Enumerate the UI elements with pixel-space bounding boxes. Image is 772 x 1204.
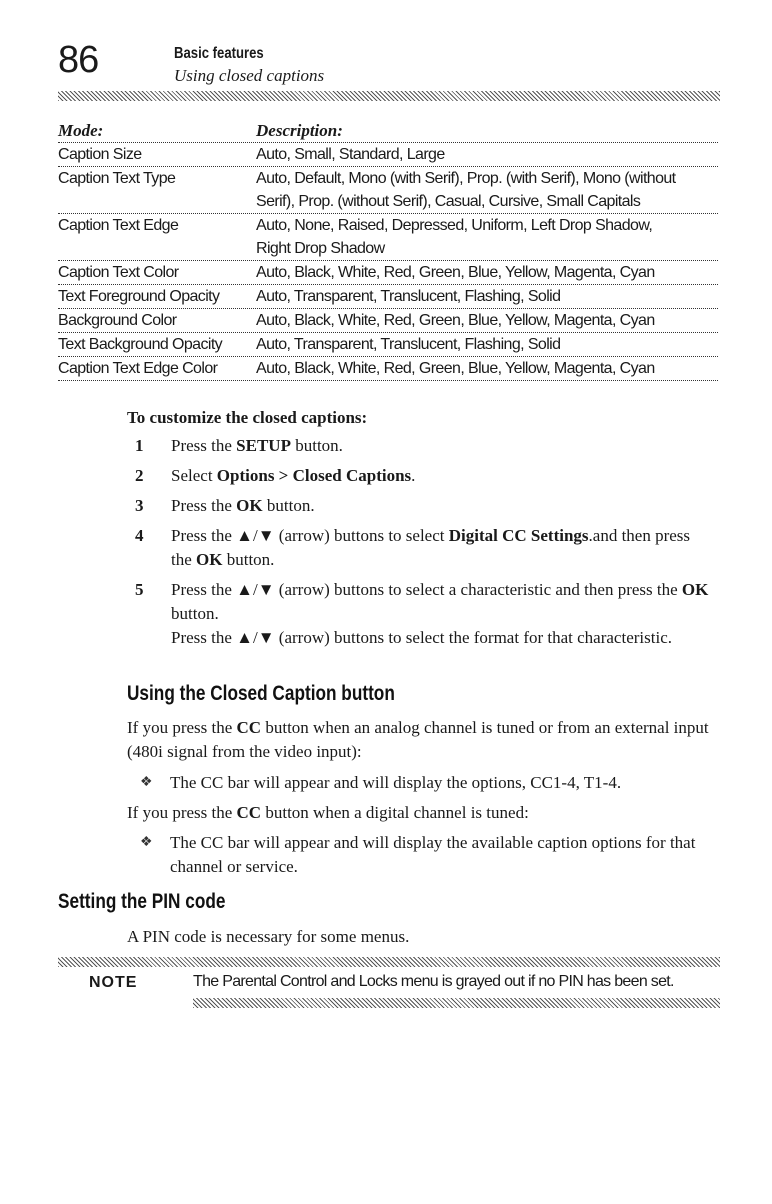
step-item: [135, 464, 715, 488]
description-line: Auto, Default, Mono (with Serif), Prop. (with Serif), Mono (without: [256, 170, 676, 187]
bullet-diamond-icon: ❖: [140, 835, 153, 850]
table-row: [58, 309, 718, 333]
step-number: 4: [135, 526, 144, 545]
pin-paragraph: A PIN code is necessary for some menus.: [127, 927, 410, 946]
step-item: [135, 494, 715, 518]
table-row: [58, 261, 718, 285]
note-text: The Parental Control and Locks menu is grayed out if no PIN has been set.: [193, 973, 674, 990]
mode-cell: Caption Text Type: [58, 170, 176, 187]
description-line: Auto, Black, White, Red, Green, Blue, Yellow, Magenta, Cyan: [256, 312, 655, 329]
step-text: Press the ▲/▼ (arrow) buttons to select a characteristic and then press the OK button. Press the ▲/▼ (arrow) buttons to select the format for that characteristic.: [171, 578, 715, 650]
mode-cell: Caption Text Edge Color: [58, 360, 218, 377]
description-line: Auto, Transparent, Translucent, Flashing, Solid: [256, 336, 561, 353]
cc-paragraph-digital: If you press the CC button when a digital channel is tuned:: [127, 803, 529, 822]
bullet-text: The CC bar will appear and will display the available caption options for that channel or service.: [170, 833, 696, 876]
description-cell: [256, 143, 718, 166]
step-subtext: Press the ▲/▼ (arrow) buttons to select the format for that characteristic.: [171, 628, 672, 647]
description-line: Auto, Black, White, Red, Green, Blue, Yellow, Magenta, Cyan: [256, 264, 655, 281]
description-cell: [256, 261, 718, 284]
table-row: [58, 333, 718, 357]
bullet-text: The CC bar will appear and will display the options, CC1-4, T1-4.: [170, 773, 622, 792]
section-heading-pin: Setting the PIN code: [58, 890, 226, 913]
bullet-item: [140, 831, 700, 879]
description-line: Auto, Small, Standard, Large: [256, 146, 445, 163]
mode-cell: Caption Size: [58, 146, 142, 163]
description-cell: [256, 167, 718, 213]
note-rule-top: [58, 957, 720, 967]
page-number: 86: [58, 39, 99, 81]
step-text: Press the SETUP button.: [171, 436, 343, 455]
step-text: Press the OK button.: [171, 496, 315, 515]
step-item: [135, 434, 715, 458]
table-header: [58, 117, 718, 143]
column-header-description: Description:: [256, 121, 343, 140]
section-title: Using closed captions: [174, 66, 325, 85]
step-number: 2: [135, 466, 144, 485]
description-cell: [256, 285, 718, 308]
mode-cell: Background Color: [58, 312, 177, 329]
procedure-steps: [135, 434, 715, 656]
cc-paragraph-analog: If you press the CC button when an analog channel is tuned or from an external input (480i signal from the video input):: [127, 718, 709, 761]
mode-cell: Text Foreground Opacity: [58, 288, 220, 305]
description-line: Serif), Prop. (without Serif), Casual, Cursive, Small Capitals: [256, 193, 641, 210]
bullet-diamond-icon: ❖: [140, 775, 153, 790]
description-cell: [256, 214, 718, 260]
step-number: 3: [135, 496, 144, 515]
description-line: Right Drop Shadow: [256, 240, 385, 257]
procedure-title: To customize the closed captions:: [127, 408, 368, 427]
mode-cell: Caption Text Edge: [58, 217, 179, 234]
header-rule: [58, 91, 720, 101]
step-number: 1: [135, 436, 144, 455]
table-row: [58, 167, 718, 214]
description-line: Auto, None, Raised, Depressed, Uniform, Left Drop Shadow,: [256, 217, 653, 234]
description-cell: [256, 309, 718, 332]
step-item: [135, 524, 715, 572]
note-label: NOTE: [89, 974, 138, 991]
chapter-title: Basic features: [174, 45, 264, 62]
section-heading-cc: Using the Closed Caption button: [127, 682, 395, 705]
mode-cell: Text Background Opacity: [58, 336, 223, 353]
table-row: [58, 285, 718, 309]
description-line: Auto, Black, White, Red, Green, Blue, Yellow, Magenta, Cyan: [256, 360, 655, 377]
table-row: [58, 143, 718, 167]
table-row: [58, 357, 718, 381]
description-cell: [256, 333, 718, 356]
note-rule-bottom: [193, 998, 720, 1008]
column-header-mode: Mode:: [58, 121, 104, 140]
table-row: [58, 214, 718, 261]
step-item: [135, 578, 715, 650]
mode-cell: Caption Text Color: [58, 264, 179, 281]
description-line: Auto, Transparent, Translucent, Flashing, Solid: [256, 288, 561, 305]
caption-settings-table: [58, 117, 718, 381]
step-number: 5: [135, 580, 144, 599]
step-text: Select Options > Closed Captions.: [171, 466, 416, 485]
description-cell: [256, 357, 718, 380]
step-text: Press the ▲/▼ (arrow) buttons to select Digital CC Settings.and then press the OK button.: [171, 526, 691, 569]
bullet-item: [140, 771, 700, 795]
